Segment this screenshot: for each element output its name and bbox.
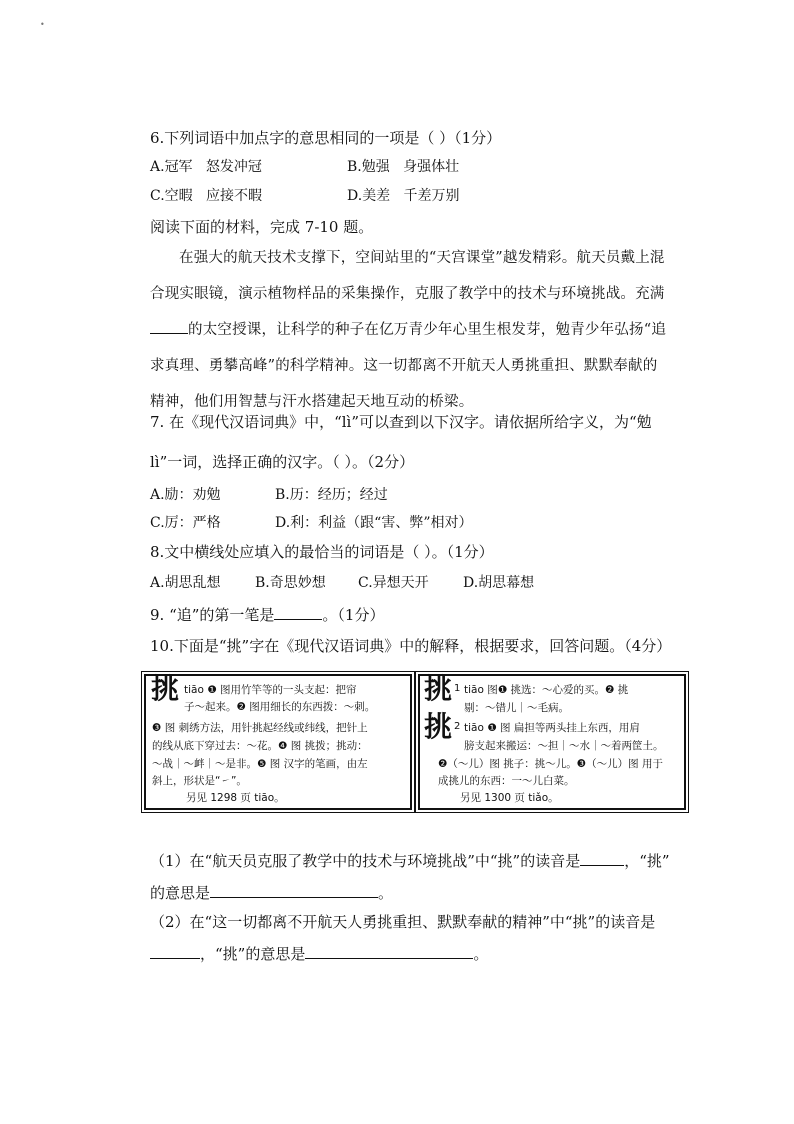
passage-part-1: 在强大的航天技术支撑下，空间站里的“天宫课堂”越发精彩。航天员戴上混合现实眼镜，演示植物样品的采集操作，克服了教学中的技术与环境挑战。充: [150, 250, 665, 302]
q6-option-d: [347, 186, 460, 206]
q6-b-prefix: B.: [347, 159, 362, 175]
q6-option-b: [347, 157, 459, 177]
sub1-meaning-blank[interactable]: [210, 883, 378, 898]
q6-a-word-2: 怒发冲冠: [205, 159, 262, 175]
dict-right-line-6: 成挑儿的东西：一～儿白菜。: [438, 775, 575, 787]
dict-left-headword: 挑: [151, 672, 180, 705]
q7-option-d: D.利：利益（跟“害、弊”相对）: [275, 515, 473, 531]
q6-option-c: [150, 186, 262, 206]
q6-b-word-2: 身强体壮: [403, 159, 460, 175]
sub1-text-2: ，“挑”: [624, 852, 670, 870]
q8-option-b: B.奇思妙想: [255, 575, 326, 591]
q9-answer-blank[interactable]: [274, 605, 322, 620]
sub2-text-3: 。: [473, 945, 489, 963]
q6-a-word-1: 冠军: [164, 159, 193, 175]
q9-stem-part-2: 。（1分）: [322, 606, 385, 624]
dict-right-headword-1: 挑: [424, 672, 453, 705]
passage-blank[interactable]: [150, 319, 188, 334]
sub1-pronunciation-blank[interactable]: [580, 851, 624, 866]
sub2-meaning-blank[interactable]: [305, 944, 473, 959]
sub2-pronunciation-blank[interactable]: [150, 944, 200, 959]
dict-left-line-4: 的线从底下穿过去：～花。❹ 图 挑拨；挑动：: [152, 740, 368, 752]
q7-stem-line-2: lì”一词，选择正确的汉字。（ ）。（2分）: [150, 453, 415, 471]
q7-option-c: C.厉：严格: [150, 515, 221, 531]
q7-option-b: B.历：经历；经过: [275, 487, 388, 503]
q8-stem: 8.文中横线处应填入的最恰当的词语是（ ）。（1分）: [150, 543, 494, 561]
dict-right-sup-1: 1: [454, 683, 461, 694]
dict-right-see-also: 另见 1300 页 tiǎo。: [460, 792, 559, 804]
q6-a-prefix: A.: [150, 159, 165, 175]
dict-left-line-2: 子～起来。❷ 图用细长的东西拨：～刺。: [184, 701, 376, 713]
q6-d-word-1: 美差: [362, 188, 391, 204]
passage-part-2b: 的太空授课，让科学的种子在亿万青少年心里生根发芽，勉: [188, 322, 571, 338]
reading-intro: 阅读下面的材料，完成 7-10 题。: [150, 218, 374, 236]
q6-d-word-2: 千差万别: [403, 188, 460, 204]
q6-c-word-1: 空暇: [164, 188, 193, 204]
q6-stem: 6.下列词语中加点字的意思相同的一项是（ ）（1分）: [150, 129, 502, 147]
sub1-text-3: 的意思是: [150, 884, 211, 902]
q8-option-d: D.胡思幕想: [463, 575, 535, 591]
reading-passage: [150, 240, 670, 420]
dict-left-line-5: ～战｜～衅｜～是非。❺ 图 汉字的笔画，由左: [152, 758, 368, 770]
dict-right-line-1: tiāo 图❶ 挑选：～心爱的买。❷ 挑: [464, 684, 629, 696]
dictionary-entry-left: [144, 674, 412, 810]
sub1-text-4: 。: [378, 884, 394, 902]
sub1-line-2: [150, 883, 393, 903]
corner-mark: •: [40, 20, 45, 29]
q6-d-prefix: D.: [347, 188, 363, 204]
dict-left-see-also: 另见 1298 页 tiāo。: [186, 792, 285, 804]
passage-part-3: “追求真理、勇攀高峰”的科学精神。这一切都离不开航天人勇挑重担、默默奉献的精神，他们用智慧与汗水搭建起天地互动的桥梁。: [150, 322, 667, 410]
dict-left-line-1: tiāo ❶ 图用竹竿等的一头支起：把帘: [184, 684, 357, 696]
sub1-text-1: （1）在“航天员克服了教学中的技术与环境挑战”中“挑”的读音是: [150, 852, 581, 870]
q10-stem: 10.下面是“挑”字在《现代汉语词典》中的解释，根据要求，回答问题。（4分）: [150, 637, 672, 655]
q9-stem: [150, 605, 384, 625]
q6-c-word-2: 应接不暇: [206, 188, 263, 204]
sub1-line-1: [150, 851, 670, 871]
dict-right-line-4: 膀支起来搬运：～担｜～水｜～着两筐土。: [464, 740, 664, 752]
dictionary-entry-right: [418, 674, 686, 810]
q6-c-prefix: C.: [150, 188, 165, 204]
dict-right-line-5: ❷（～儿）图 挑子：挑～儿。❸（～儿）图 用于: [438, 758, 664, 770]
sub2-line-2: [150, 944, 488, 964]
sub2-line-1: （2）在“这一切都离不开航天人勇挑重担、默默奉献的精神”中“挑”的读音是: [150, 913, 656, 931]
dict-left-line-3: ❸ 图 刺绣方法，用针挑起经线或纬线，把针上: [152, 722, 368, 734]
dict-right-line-3: tiāo ❶ 图 扁担等两头挂上东西，用肩: [464, 722, 640, 734]
q9-stem-part-1: 9. “追”的第一笔是: [150, 606, 275, 624]
q6-option-a: [150, 157, 262, 177]
sub2-text-2: ，“挑”的意思是: [200, 945, 306, 963]
dict-right-line-2: 剔：～错儿｜～毛病。: [464, 702, 569, 714]
dict-right-sup-2: 2: [454, 721, 461, 732]
q7-stem-line-1: 7. 在《现代汉语词典》中，“lì”可以查到以下汉字。请依据所给字义，为“勉: [150, 413, 652, 431]
dict-right-headword-2: 挑: [424, 710, 453, 743]
passage-part-2a: 满: [649, 286, 665, 302]
q8-option-a: A.胡思乱想: [150, 575, 221, 591]
q8-option-c: C.异想天开: [358, 575, 429, 591]
q7-option-a: A.励：劝勉: [150, 487, 221, 503]
dict-left-line-6: 斜上，形状是“㇀”。: [152, 775, 247, 787]
passage-part-2c: 青少年弘扬: [570, 322, 644, 338]
q6-b-word-1: 勉强: [361, 159, 390, 175]
